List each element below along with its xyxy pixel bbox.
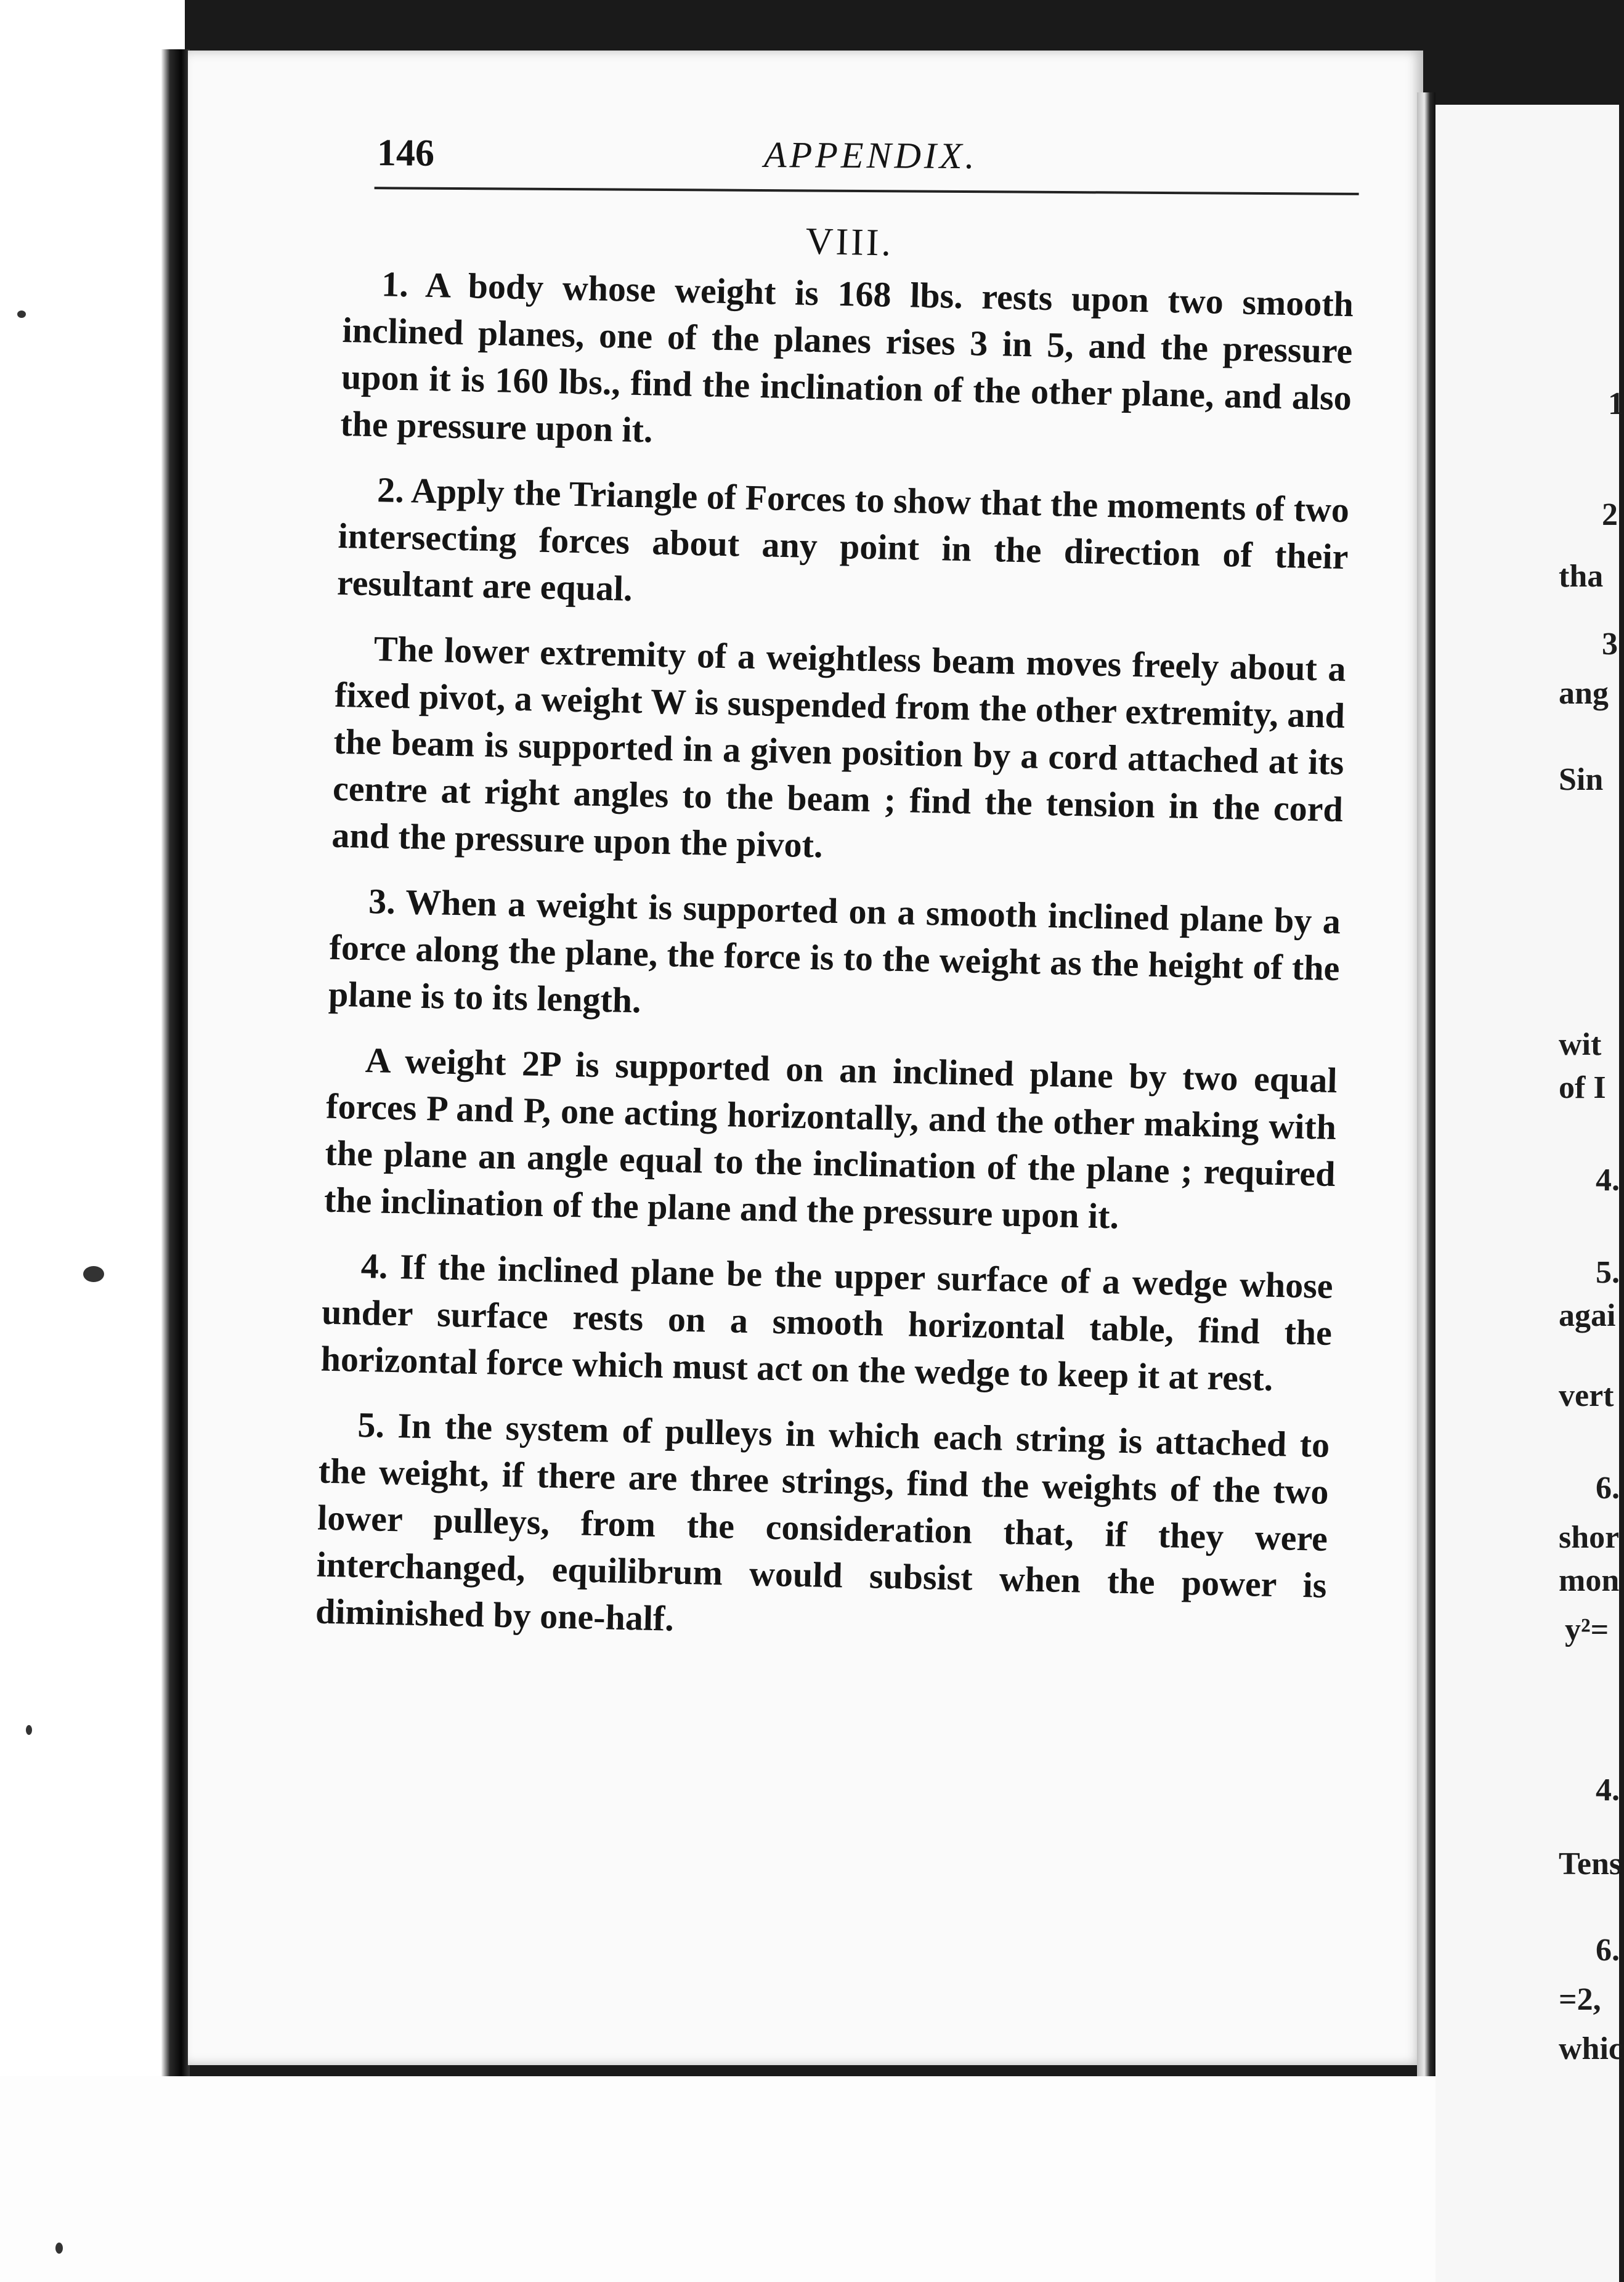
section-title: VIII.: [805, 220, 894, 264]
running-head: APPENDIX.: [763, 134, 978, 177]
facing-fragment: 2: [1602, 497, 1618, 532]
exercise-paragraph: 4. If the inclined plane be the upper surface of a wedge whose under surface rests on a smooth horizontal table, find the horizontal force which must act on the wedge to keep it at rest.: [320, 1245, 1334, 1399]
facing-fragment: vert: [1559, 1378, 1614, 1413]
facing-fragment: agai: [1559, 1298, 1616, 1333]
scan-background: [0, 0, 185, 2282]
page-number: 146: [376, 132, 435, 174]
facing-fragment: 4.: [1596, 1163, 1620, 1198]
facing-fragment: 1: [1608, 386, 1624, 421]
exercise-paragraph: 2. Apply the Triangle of Forces to show that the moments of two intersecting forces about any point in the direction of their resultant are equal.: [336, 469, 1350, 609]
facing-fragment: wit: [1559, 1027, 1602, 1062]
exercise-paragraph: The lower extremity of a weightless beam moves freely about a fixed pivot, a weight W is suspended from the other extremity, and the beam is supported in a given position by a cord attached at its centre at right angles to the beam ; find the tension in the cord and the pressure upon the pivot.: [331, 628, 1347, 866]
facing-fragment: 6.: [1596, 1471, 1620, 1506]
facing-fragment: 4.: [1596, 1772, 1620, 1808]
facing-fragment: mon: [1559, 1563, 1620, 1598]
facing-fragment: Sin: [1559, 762, 1604, 797]
exercise-paragraph: 3. When a weight is supported on a smooth inclined plane by a force along the plane, the force is to the weight as the height of the plane is to its length.: [328, 881, 1341, 1021]
facing-fragment: whic: [1559, 2031, 1623, 2066]
facing-fragment: Tens: [1559, 1846, 1622, 1882]
facing-fragment: y²=: [1565, 1612, 1609, 1647]
page-body: [315, 203, 1355, 1656]
facing-fragment: shor: [1559, 1520, 1620, 1555]
scan-speck: [17, 311, 26, 318]
facing-fragment: tha: [1559, 559, 1604, 594]
page-header: [370, 119, 1356, 187]
scan-speck: [83, 1266, 104, 1282]
facing-fragment: 3: [1602, 627, 1618, 662]
facing-fragment: 5.: [1596, 1255, 1620, 1290]
facing-page: [1435, 105, 1619, 2282]
facing-fragment: 6.: [1596, 1933, 1620, 1968]
exercise-paragraph: 5. In the system of pulleys in which each string is attached to the weight, if there are three strings, find the weights of the two lower pulleys, from the consideration that, if they were interchanged, equilibrum would subsist when the power is diminished by one-half.: [315, 1404, 1330, 1639]
page-gutter: [1417, 92, 1435, 2187]
exercise-paragraph: 1. A body whose weight is 168 lbs. rests upon two smooth inclined planes, one of the planes rises 3 in 5, and the pressure upon it is 160 lbs., find the inclination of the other plane, and also the pressure upon it.: [339, 264, 1354, 450]
book-spine: [161, 49, 190, 2076]
facing-fragment: of I: [1559, 1070, 1606, 1105]
exercise-paragraph: A weight 2P is supported on an inclined plane by two equal forces P and P, one acting horizontally, and the other making with the plane an angle equal to the inclination of the plane ; required the inclination of the plane and the pressure upon it.: [323, 1040, 1338, 1236]
bottom-margin: [0, 2076, 1435, 2282]
scan-speck: [26, 1725, 32, 1735]
facing-fragment: =2,: [1559, 1982, 1601, 2017]
scan-speck: [55, 2243, 63, 2254]
facing-fragment: ang: [1559, 676, 1609, 711]
